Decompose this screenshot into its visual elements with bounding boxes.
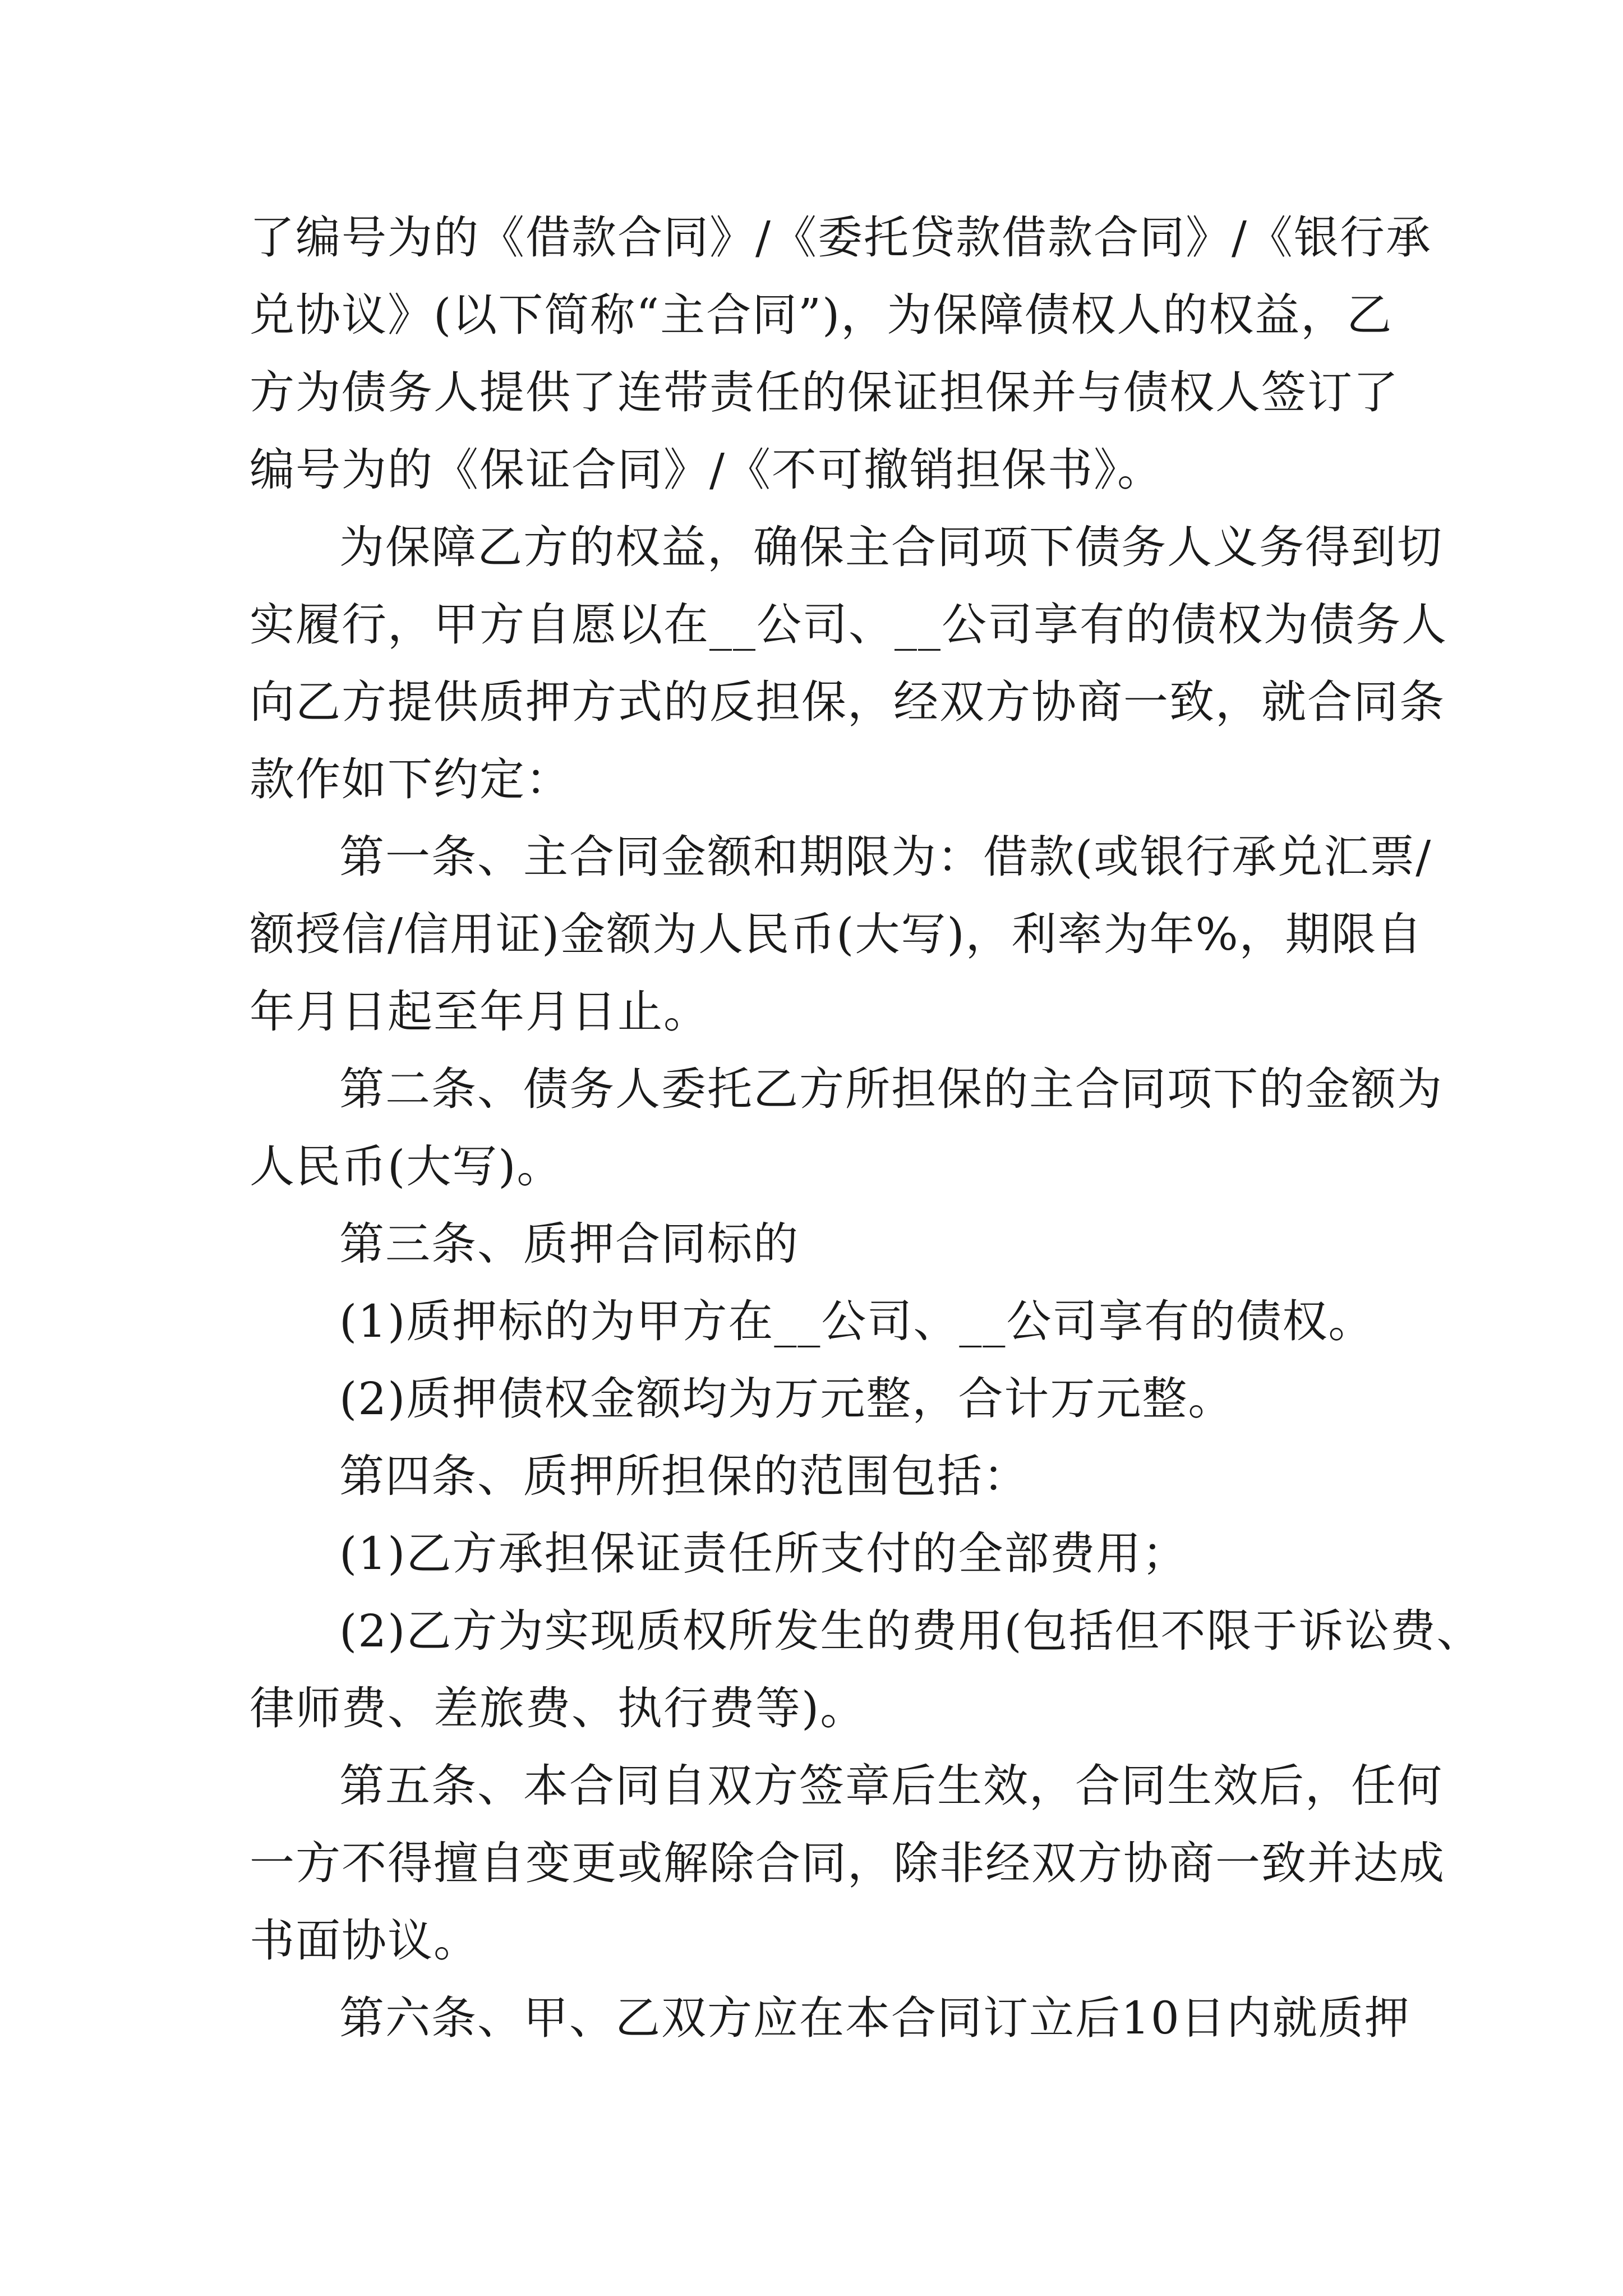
- text-line: (2)质押债权金额均为万元整，合计万元整。: [339, 1373, 1234, 1425]
- text-line: 人民币(大写)。: [250, 1140, 563, 1193]
- document-paragraph: [250, 1438, 1382, 1515]
- text-line: 款作如下约定：: [250, 753, 571, 806]
- text-line: (1)质押标的为甲方在__公司、__公司享有的债权。: [339, 1295, 1375, 1347]
- document-paragraph: [250, 1980, 1410, 2057]
- text-line: 第三条、质押合同标的: [339, 1218, 799, 1270]
- document-paragraph: [250, 1515, 1382, 1593]
- text-line: 律师费、差旅费、执行费等)。: [250, 1682, 866, 1734]
- text-line: 第六条、甲、乙双方应在本合同订立后10日内就质押: [339, 1992, 1410, 2044]
- text-line: 编号为的《保证合同》/《不可撤销担保书》。: [250, 444, 1163, 496]
- document-paragraph: [250, 1593, 1483, 1747]
- document-paragraph: [250, 1747, 1445, 1980]
- text-line: 第一条、主合同金额和期限为：借款(或银行承兑汇票/: [339, 831, 1432, 883]
- text-line: 第四条、质押所担保的范围包括：: [339, 1450, 1029, 1502]
- text-line: 第五条、本合同自双方签章后生效，合同生效后，任何: [339, 1760, 1443, 1812]
- text-line: 方为债务人提供了连带责任的保证担保并与债权人签订了: [250, 366, 1399, 418]
- text-line: 第二条、债务人委托乙方所担保的主合同项下的金额为: [339, 1063, 1443, 1115]
- text-line: 年月日起至年月日止。: [250, 986, 709, 1038]
- text-line: 书面协议。: [250, 1915, 479, 1967]
- text-line: 向乙方提供质押方式的反担保，经双方协商一致，就合同条: [250, 676, 1445, 728]
- text-line: (2)乙方为实现质权所发生的费用(包括但不限于诉讼费、: [339, 1605, 1483, 1657]
- document-paragraph: [250, 1283, 1382, 1360]
- document-paragraph: [250, 1205, 1382, 1283]
- text-line: 兑协议》(以下简称“主合同”)，为保障债权人的权益，乙: [250, 289, 1393, 341]
- document-body: [250, 199, 1483, 2057]
- text-line: 为保障乙方的权益，确保主合同项下债务人义务得到切: [339, 521, 1443, 573]
- text-line: 实履行，甲方自愿以在__公司、__公司享有的债权为债务人: [250, 599, 1447, 651]
- text-line: (1)乙方承担保证责任所支付的全部费用；: [339, 1527, 1188, 1580]
- document-paragraph: [250, 509, 1447, 818]
- document-paragraph: [250, 818, 1432, 1051]
- document-paragraph: [250, 1360, 1382, 1438]
- text-line: 额授信/信用证)金额为人民币(大写)，利率为年%，期限自: [250, 908, 1423, 960]
- document-paragraph: [250, 199, 1432, 509]
- text-line: 一方不得擅自变更或解除合同，除非经双方协商一致并达成: [250, 1837, 1445, 1889]
- text-line: 了编号为的《借款合同》/《委托贷款借款合同》/《银行承: [250, 211, 1432, 264]
- document-paragraph: [250, 1051, 1443, 1205]
